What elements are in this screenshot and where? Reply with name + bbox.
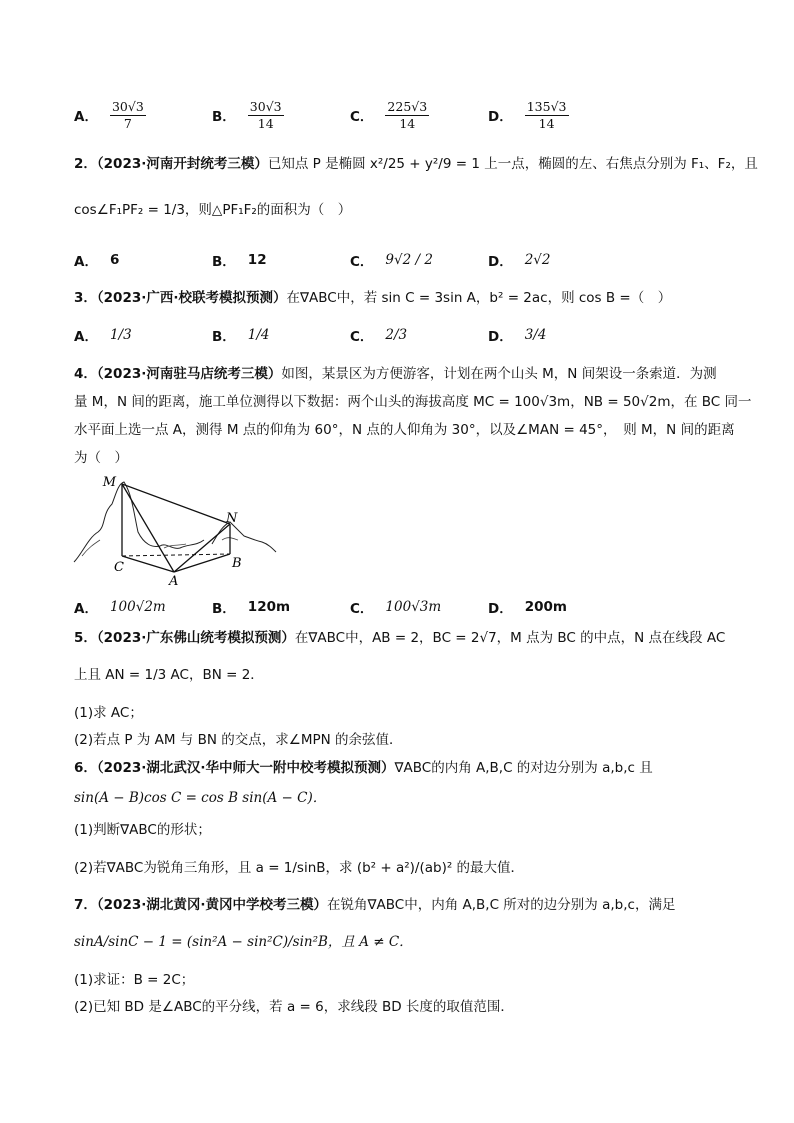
- q5-sub2: (2)若点 P 为 AM 与 BN 的交点，求∠MPN 的余弦值．: [74, 732, 403, 748]
- q1-option-b: [212, 98, 284, 132]
- q5-stem-line1: 5．（2023·广东佛山统考模拟预测）在∇ABC中，AB = 2，BC = 2√7，M 点为 BC 的中点，N 点在线段 AC: [74, 630, 726, 646]
- option-value: $\frac{30√3}{14}$: [249, 98, 282, 131]
- question-text: 已知点 P 是椭圆 x²/25 + y²/9 = 1 上一点，椭圆的左、右焦点分别为 F₁、F₂，且: [267, 156, 758, 172]
- segment-mn: [122, 484, 230, 524]
- q4-option-a: A． 100√2m: [74, 599, 166, 617]
- segment-ab: [174, 554, 230, 572]
- question-source: （2023·河南开封统考三模）: [96, 156, 268, 172]
- q3-option-c: C． 2/3: [350, 327, 408, 345]
- label-m: M: [102, 475, 116, 490]
- q1-option-d: [488, 98, 569, 132]
- label-n: N: [226, 511, 238, 526]
- q4-stem-line3: 水平面上选一点 A，测得 M 点的仰角为 60°，N 点的人仰角为 30°，以及∠MAN = 45°， 则 M，N 间的距离: [74, 422, 735, 438]
- q4-option-d: D． 200m: [488, 599, 567, 617]
- q6-stem-line1: 6．（2023·湖北武汉·华中师大一附中校考模拟预测）∇ABC的内角 A,B,C 的对边分别为 a,b,c 且: [74, 760, 653, 776]
- q2-option-c: C． 9√2 / 2: [350, 252, 433, 270]
- segment-na: [174, 524, 230, 572]
- q7-sub1: (1)求证：B = 2C；: [74, 972, 195, 988]
- q2-stem-line2: [74, 200, 351, 220]
- q4-option-b: B． 120m: [212, 599, 291, 617]
- q7-stem-line1: 7．（2023·湖北黄冈·黄冈中学校考三模）在锐角∇ABC中，内角 A,B,C 所对的边分别为 a,b,c，满足: [74, 897, 676, 913]
- label-b: B: [232, 556, 242, 571]
- option-value: $\frac{225√3}{14}$: [387, 98, 428, 131]
- q3-option-d: D． 3/4: [488, 327, 547, 345]
- q2-option-a: A． 6: [74, 252, 120, 270]
- q2-option-d: D． 2√2: [488, 252, 551, 270]
- q4-stem-line4: 为（ ）: [74, 450, 128, 466]
- option-letter: C．: [350, 109, 374, 125]
- q4-option-c: C． 100√3m: [350, 599, 442, 617]
- q6-sub1: (1)判断∇ABC的形状；: [74, 822, 211, 838]
- option-letter: A．: [74, 109, 98, 125]
- q6-stem-line2: sin(A − B)cos C = cos B sin(A − C)．: [74, 790, 327, 806]
- option-letter: D．: [488, 109, 513, 125]
- q3-stem-line1: 3．（2023·广西·校联考模拟预测）在∇ABC中，若 sin C = 3sin A，b² = 2ac，则 cos B =（ ）: [74, 290, 672, 306]
- q3-option-b: B． 1/4: [212, 327, 270, 345]
- question-text: cos∠F₁PF₂ = 1/3，则△PF₁F₂的面积为（ ）: [74, 202, 352, 218]
- q1-option-c: [350, 98, 429, 132]
- right-mountain-outline: [212, 522, 276, 552]
- q2-option-b: B． 12: [212, 252, 267, 270]
- left-mountain-outline: [74, 482, 204, 562]
- q4-options: [0, 590, 794, 624]
- option-value: $\frac{135√3}{14}$: [526, 98, 567, 131]
- q7-sub2: (2)已知 BD 是∠ABC的平分线，若 a = 6，求线段 BD 长度的取值范围．: [74, 999, 514, 1015]
- label-a: A: [169, 574, 179, 588]
- q5-stem-line2: 上且 AN = 1/3 AC，BN = 2．: [74, 667, 264, 683]
- q5-sub1: (1)求 AC；: [74, 705, 143, 721]
- option-letter: B．: [212, 109, 236, 125]
- q4-stem-line2: 量 M，N 间的距离，施工单位测得以下数据：两个山头的海拔高度 MC = 100√3m，NB = 50√2m，在 BC 同一: [74, 394, 752, 410]
- q2-stem-line1: [74, 154, 758, 174]
- q2-options: [0, 243, 794, 277]
- question-text: 在∇ABC中，若 sin C = 3sin A，b² = 2ac，则 cos B =（ ）: [286, 290, 672, 306]
- segment-cb-dashed: [122, 554, 230, 556]
- q3-options: [0, 318, 794, 352]
- question-number: 2．: [74, 156, 97, 172]
- q4-figure: [72, 474, 278, 588]
- q6-sub2: (2)若∇ABC为锐角三角形，且 a = 1/sinB，求 (b² + a²)/(ab)² 的最大值．: [74, 860, 525, 876]
- q7-stem-line2: sinA/sinC − 1 = (sin²A − sin²C)/sin²B，且 A ≠ C．: [74, 934, 413, 950]
- option-value: $\frac{30√3}{7}$: [111, 98, 144, 131]
- label-c: C: [114, 560, 124, 575]
- q1-options: [0, 98, 794, 132]
- q3-option-a: A． 1/3: [74, 327, 132, 345]
- q1-option-a: [74, 98, 146, 132]
- q4-stem-line1: 4．（2023·河南驻马店统考三模）如图，某景区为方便游客，计划在两个山头 M，N 间架设一条索道．为测: [74, 366, 717, 382]
